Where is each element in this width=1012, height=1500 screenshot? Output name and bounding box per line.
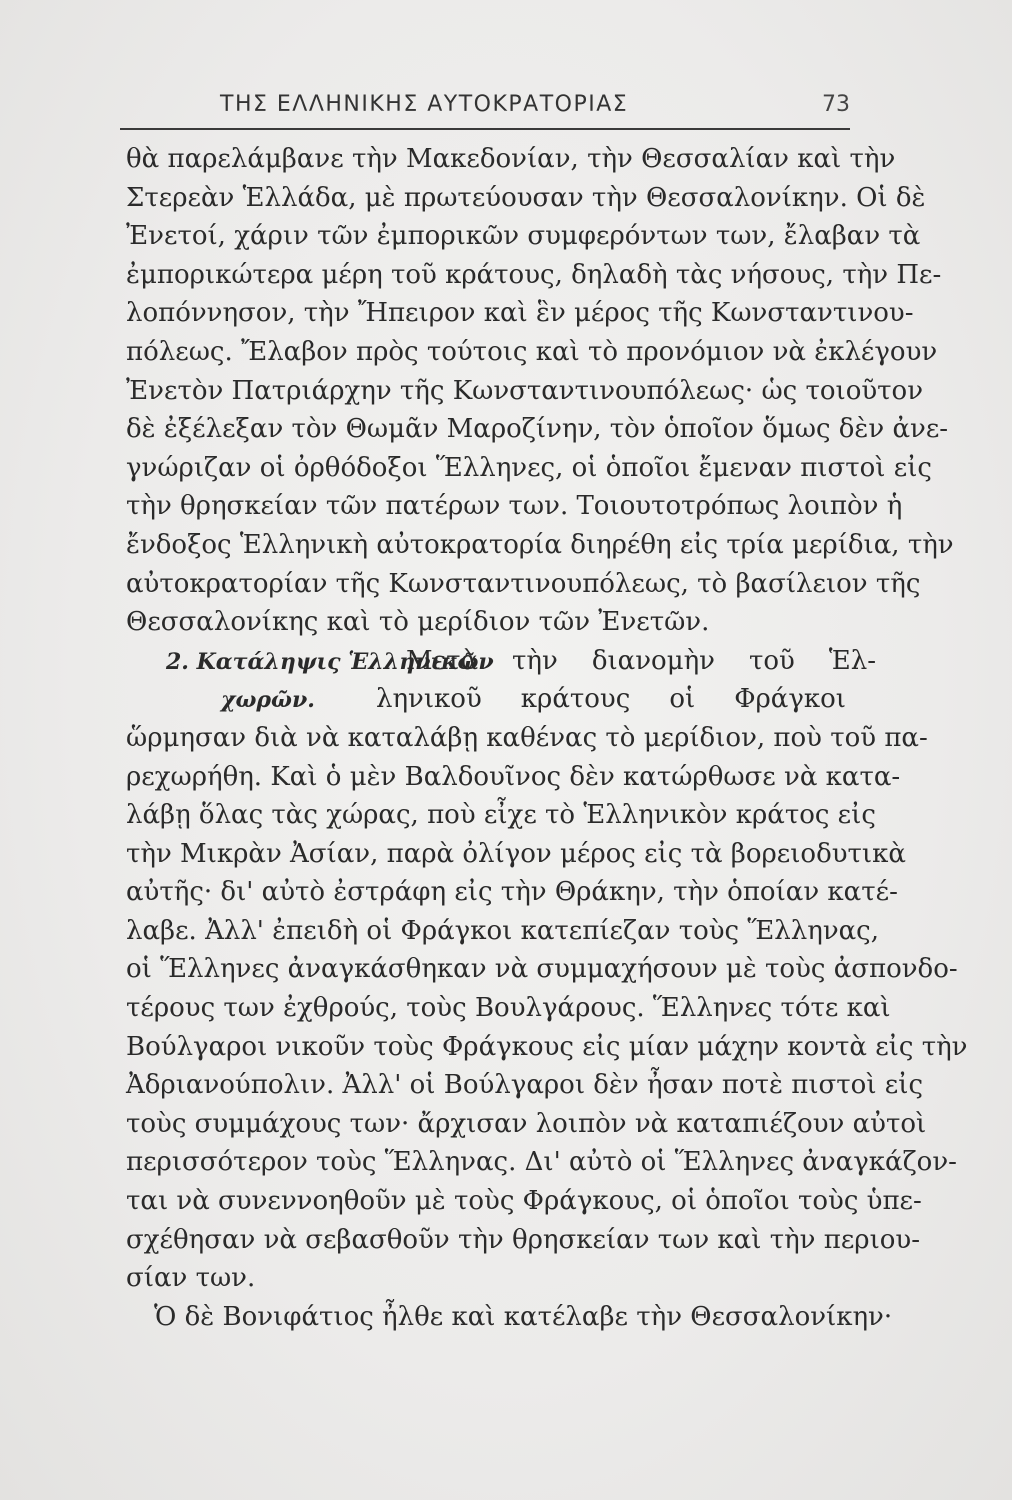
- text-line: ἔνδοξος Ἑλληνικὴ αὐτοκρατορία διηρέθη εἰς τρία μερίδια, τὴν: [126, 529, 954, 560]
- text-line: Ἀδριανούπολιν. Ἀλλ' οἱ Βούλγαροι δὲν ἦσαν ποτὲ πιστοὶ εἰς: [126, 1070, 923, 1101]
- text-line: τὴν Μικρὰν Ἀσίαν, παρὰ ὀλίγον μέρος εἰς τὰ βορειοδυτικὰ: [126, 838, 906, 869]
- section-first-line: [126, 642, 876, 681]
- text-line: τέρους των ἐχθρούς, τοὺς Βουλγάρους. Ἕλληνες τότε καὶ: [126, 993, 891, 1024]
- text-line: αὐτοκρατορίαν τῆς Κωνσταντινουπόλεως, τὸ βασίλειον τῆς: [126, 568, 921, 599]
- text-line: γνώριζαν οἱ ὀρθόδοξοι Ἕλληνες, οἱ ὁποῖοι ἔμεναν πιστοὶ εἰς: [126, 452, 932, 483]
- text-line: πόλεως. Ἔλαβον πρὸς τούτοις καὶ τὸ προνόμιον νὰ ἐκλέγουν: [126, 336, 938, 367]
- text-line: θὰ παρελάμβανε τὴν Μακεδονίαν, τὴν Θεσσαλίαν καὶ τὴν: [126, 144, 896, 174]
- text-line: Βούλγαροι νικοῦν τοὺς Φράγκους εἰς μίαν μάχην κοντὰ εἰς τὴν: [126, 1031, 968, 1062]
- text-line: τοὺς συμμάχους των· ἄρχισαν λοιπὸν νὰ καταπιέζουν αὐτοὶ: [126, 1108, 927, 1139]
- text-line: ἐμπορικώτερα μέρη τοῦ κράτους, δηλαδὴ τὰς νήσους, τὴν Πε-: [126, 259, 942, 290]
- header-rule: [120, 128, 850, 130]
- text-line: λαβε. Ἀλλ' ἐπειδὴ οἱ Φράγκοι κατεπίεζαν τοὺς Ἕλληνας,: [126, 915, 880, 946]
- text-line: Ἐνετοί, χάριν τῶν ἐμπορικῶν συμφερόντων των, ἔλαβαν τὰ: [126, 221, 921, 252]
- text-line: δὲ ἐξέλεξαν τὸν Θωμᾶν Μαροζίνην, τὸν ὁποῖον ὅμως δὲν ἀνε-: [126, 414, 949, 445]
- section-second-text: ληνικοῦ κράτους οἱ Φράγκοι: [376, 684, 846, 715]
- text-line: λοπόννησον, τὴν Ἤπειρον καὶ ἓν μέρος τῆς Κωνσταντινου-: [126, 298, 914, 329]
- body-text: [126, 140, 968, 1336]
- text-line: οἱ Ἕλληνες ἀναγκάσθηκαν νὰ συμμαχήσουν μὲ τοὺς ἀσπονδο-: [126, 954, 958, 985]
- text-line: περισσότερον τοὺς Ἕλληνας. Δι' αὐτὸ οἱ Ἕλληνες ἀναγκάζον-: [126, 1147, 957, 1178]
- text-line: ρεχωρήθη. Καὶ ὁ μὲν Βαλδουῖνος δὲν κατώρθωσε νὰ κατα-: [126, 761, 901, 792]
- running-title: ΤΗΣ ΕΛΛΗΝΙΚΗΣ ΑΥΤΟΚΡΑΤΟΡΙΑΣ: [220, 92, 629, 117]
- text-line: Θεσσαλονίκης καὶ τὸ μερίδιον τῶν Ἐνετῶν.: [126, 607, 710, 638]
- text-line: λάβῃ ὅλας τὰς χώρας, ποὺ εἶχε τὸ Ἑλληνικὸν κράτος εἰς: [126, 800, 876, 831]
- running-header: [120, 92, 850, 132]
- text-line: Ἐνετὸν Πατριάρχην τῆς Κωνσταντινουπόλεως· ὡς τοιοῦτον: [126, 375, 923, 406]
- section-heading-continued: χωρῶν.: [221, 687, 315, 714]
- text-line: σίαν των.: [126, 1263, 256, 1294]
- section-second-line: [126, 680, 848, 719]
- final-paragraph-line: Ὁ δὲ Βονιφάτιος ἦλθε καὶ κατέλαβε τὴν Θεσσαλονίκην·: [154, 1301, 893, 1332]
- section-heading-wrap: [126, 642, 494, 682]
- text-line: ται νὰ συνεννοηθοῦν μὲ τοὺς Φράγκους, οἱ ὁποῖοι τοὺς ὑπε-: [126, 1186, 922, 1217]
- section-heading: 2. Κατάληψις Ἑλληνικῶν: [166, 648, 494, 675]
- text-line: τὴν θρησκείαν τῶν πατέρων των. Τοιουτοτρόπως λοιπὸν ἡ: [126, 491, 903, 522]
- text-line: ὥρμησαν διὰ νὰ καταλάβῃ καθένας τὸ μερίδιον, ποὺ τοῦ πα-: [126, 722, 928, 753]
- section-first-text: Μετὰ τὴν διανομὴν τοῦ Ἑλ-: [406, 645, 876, 676]
- page-number: 73: [822, 92, 850, 117]
- text-line: Στερεὰν Ἑλλάδα, μὲ πρωτεύουσαν τὴν Θεσσαλονίκην. Οἱ δὲ: [126, 182, 926, 213]
- text-line: αὐτῆς· δι' αὐτὸ ἐστράφη εἰς τὴν Θράκην, τὴν ὁποίαν κατέ-: [126, 877, 898, 908]
- text-line: σχέθησαν νὰ σεβασθοῦν τὴν θρησκείαν των καὶ τὴν περιου-: [126, 1224, 921, 1255]
